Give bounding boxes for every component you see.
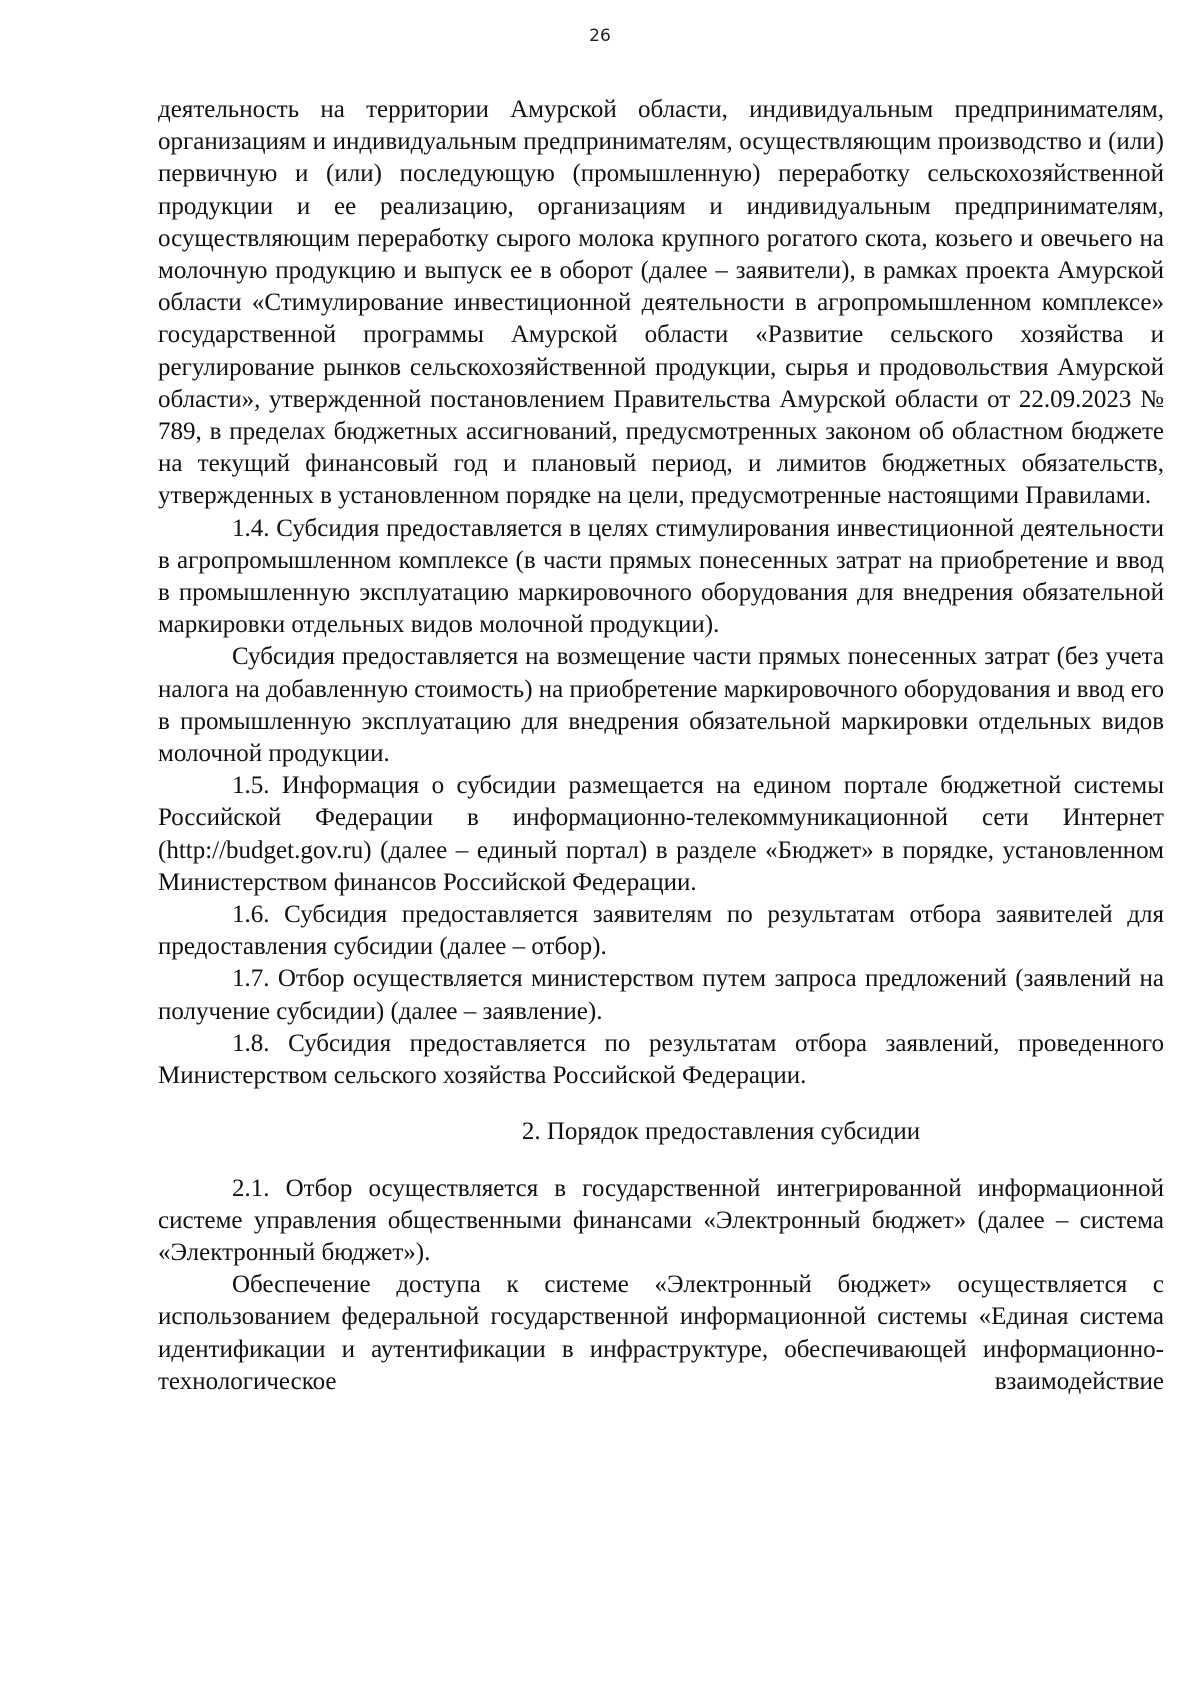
document-body	[158, 94, 1164, 1398]
paragraph-1-5: 1.5. Информация о субсидии размещается на едином портале бюджетной системы Российской Федерации в информационно-телекоммуникационной сети Интернет (http://budget.gov.ru) (далее – единый портал) в разделе «Бюджет» в порядке, установленном Министерством финансов Российской Федерации.	[158, 772, 1164, 896]
paragraph-2-1-access: Обеспечение доступа к системе «Электронный бюджет» осуществляется с использованием федеральной государственной информационной системы «Единая система идентификации и аутентификации в инфраструктуре, обеспечивающей информационно-технологическое взаимодействие	[158, 1271, 1164, 1395]
paragraph-1-4-cost-basis: Субсидия предоставляется на возмещение части прямых понесенных затрат (без учета налога на добавленную стоимость) на приобретение маркировочного оборудования и ввод его в промышленную эксплуатацию для внедрения обязательной маркировки отдельных видов молочной продукции.	[158, 643, 1164, 768]
paragraph-2-1: 2.1. Отбор осуществляется в государственной интегрированной информационной системе управления общественными финансами «Электронный бюджет» (далее – система «Электронный бюджет»).	[158, 1174, 1164, 1266]
paragraph-1-8: 1.8. Субсидия предоставляется по результатам отбора заявлений, проведенного Министерством сельского хозяйства Российской Федерации.	[158, 1029, 1164, 1090]
paragraph-1-6: 1.6. Субсидия предоставляется заявителям по результатам отбора заявителей для предоставления субсидии (далее – отбор).	[158, 901, 1164, 961]
paragraph-continuation: деятельность на территории Амурской области, индивидуальным предпринимателям, организациям и индивидуальным предпринимателям, осуществляющим производство и (или) первичную и (или) последующую (промышленную) переработку сельскохозяйственной продукции и ее реализацию, организациям и индивидуальным предпринимателям, осуществляющим переработку сырого молока крупного рогатого скота, козьего и овечьего на молочную продукцию и выпуск ее в оборот (далее – заявители), в рамках проекта Амурской области «Стимулирование инвестиционной деятельности в агропромышленном комплексе» государственной программы Амурской области «Развитие сельского хозяйства и регулирование рынков сельскохозяйственной продукции, сырья и продовольствия Амурской области», утвержденной постановлением Правительства Амурской области от 22.09.2023 № 789, в пределах бюджетных ассигнований, предусмотренных законом об областном бюджете на текущий финансовый год и плановый период, и лимитов бюджетных обязательств, утвержденных в установленном порядке на цели, предусмотренные настоящими Правилами.	[158, 96, 1164, 510]
paragraph-1-7: 1.7. Отбор осуществляется министерством путем запроса предложений (заявлений на получение субсидии) (далее – заявление).	[158, 965, 1164, 1025]
paragraph-1-4: 1.4. Субсидия предоставляется в целях стимулирования инвестиционной деятельности в агропромышленном комплексе (в части прямых понесенных затрат на приобретение и ввод в промышленную эксплуатацию маркировочного оборудования для внедрения обязательной маркировки отдельных видов молочной продукции).	[158, 514, 1164, 639]
section-heading: 2. Порядок предоставления субсидии	[521, 1118, 921, 1146]
page-number: 26	[589, 26, 611, 46]
